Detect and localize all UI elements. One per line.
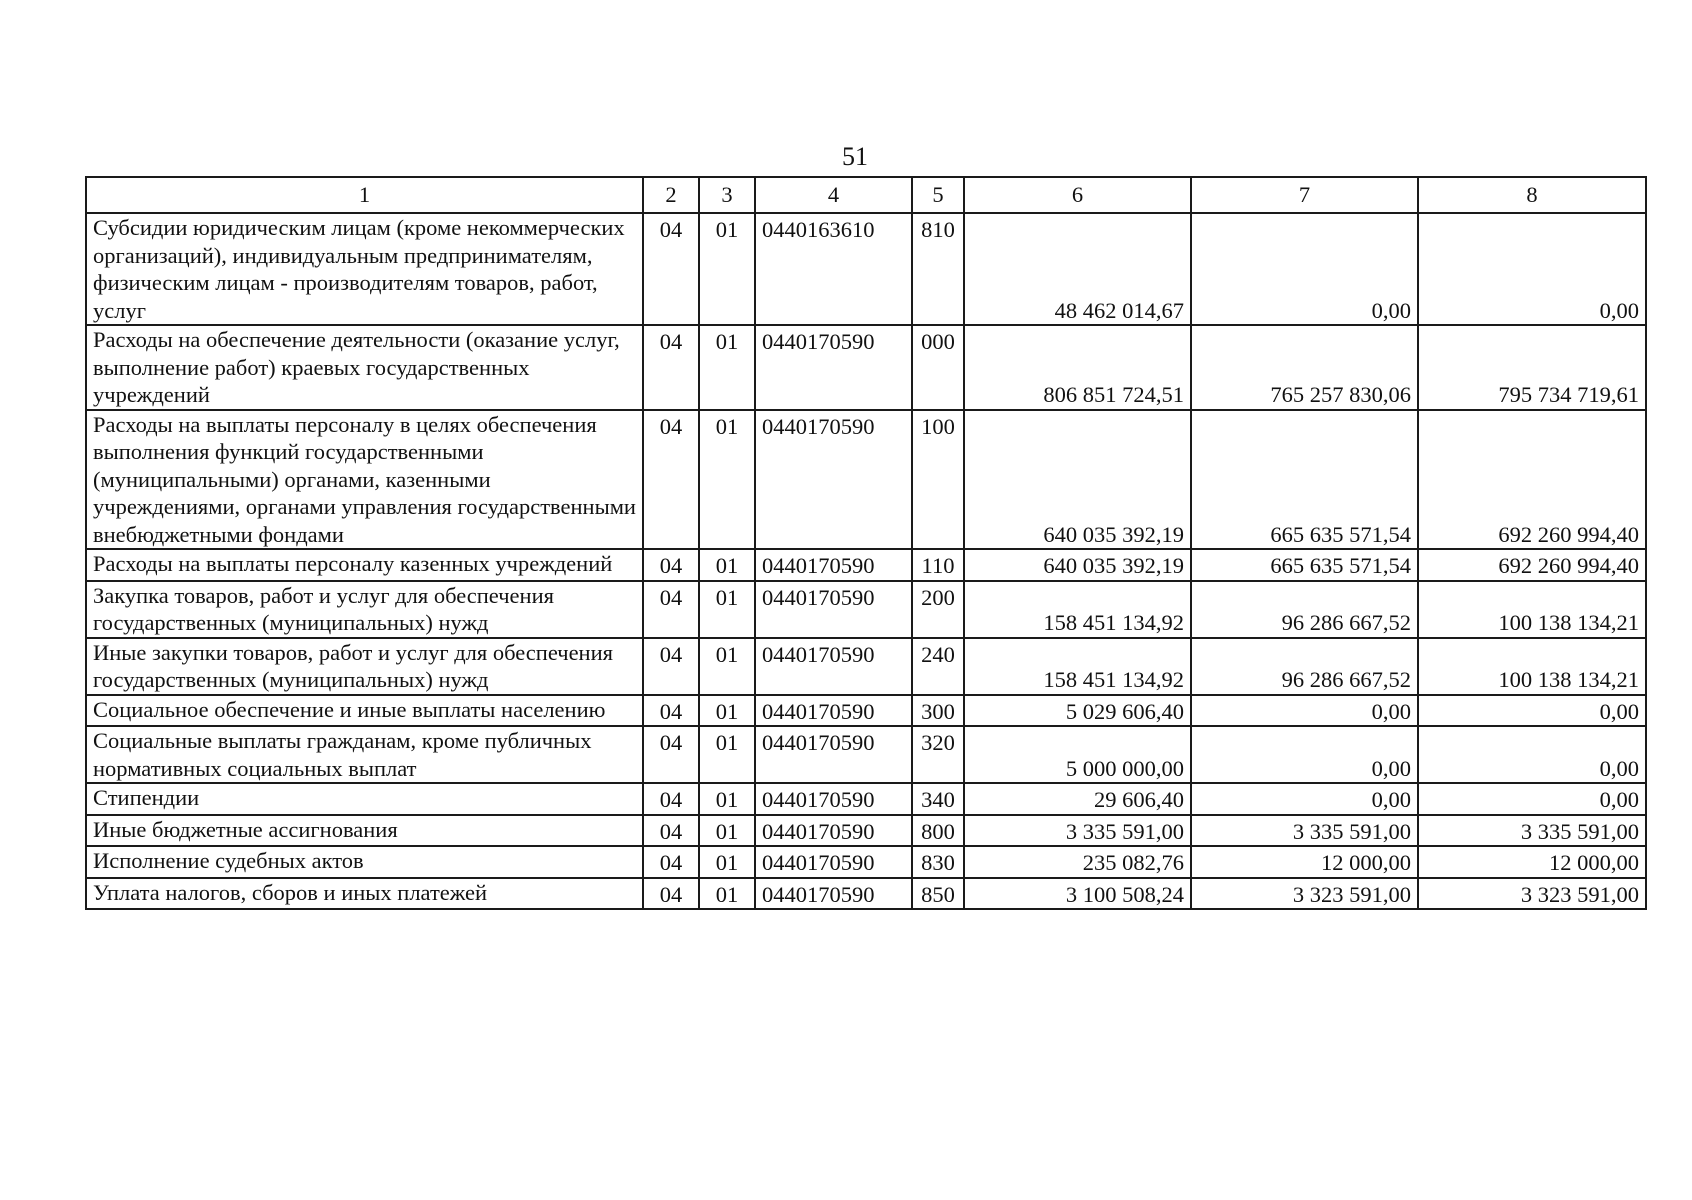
expense-name: Иные бюджетные ассигнования [86, 815, 643, 847]
amount-col-6: 640 035 392,19 [964, 410, 1191, 550]
subsection-code: 01 [699, 846, 755, 878]
expense-type-code: 800 [912, 815, 964, 847]
target-article-code: 0440170590 [755, 549, 912, 581]
section-code: 04 [643, 213, 699, 325]
column-header-8: 8 [1418, 177, 1646, 213]
section-code: 04 [643, 726, 699, 783]
subsection-code: 01 [699, 549, 755, 581]
section-code: 04 [643, 581, 699, 638]
column-header-5: 5 [912, 177, 964, 213]
amount-col-7: 765 257 830,06 [1191, 325, 1418, 410]
target-article-code: 0440170590 [755, 726, 912, 783]
amount-col-7: 0,00 [1191, 695, 1418, 727]
section-code: 04 [643, 846, 699, 878]
amount-col-7: 0,00 [1191, 213, 1418, 325]
target-article-code: 0440170590 [755, 846, 912, 878]
target-article-code: 0440170590 [755, 878, 912, 910]
expense-type-code: 810 [912, 213, 964, 325]
amount-col-7: 665 635 571,54 [1191, 549, 1418, 581]
expense-type-code: 110 [912, 549, 964, 581]
amount-col-8: 3 323 591,00 [1418, 878, 1646, 910]
section-code: 04 [643, 878, 699, 910]
table-row [86, 726, 1646, 783]
amount-col-6: 29 606,40 [964, 783, 1191, 815]
amount-col-7: 96 286 667,52 [1191, 581, 1418, 638]
amount-col-8: 0,00 [1418, 726, 1646, 783]
table-row [86, 549, 1646, 581]
table-row [86, 410, 1646, 550]
amount-col-8: 100 138 134,21 [1418, 581, 1646, 638]
subsection-code: 01 [699, 783, 755, 815]
amount-col-7: 0,00 [1191, 783, 1418, 815]
section-code: 04 [643, 695, 699, 727]
amount-col-6: 158 451 134,92 [964, 581, 1191, 638]
expense-type-code: 340 [912, 783, 964, 815]
target-article-code: 0440170590 [755, 325, 912, 410]
amount-col-6: 806 851 724,51 [964, 325, 1191, 410]
expense-name: Уплата налогов, сборов и иных платежей [86, 878, 643, 910]
amount-col-6: 5 000 000,00 [964, 726, 1191, 783]
table-row [86, 581, 1646, 638]
column-header-7: 7 [1191, 177, 1418, 213]
expense-type-code: 200 [912, 581, 964, 638]
expense-type-code: 850 [912, 878, 964, 910]
amount-col-7: 0,00 [1191, 726, 1418, 783]
expense-type-code: 300 [912, 695, 964, 727]
amount-col-8: 12 000,00 [1418, 846, 1646, 878]
expense-name: Расходы на выплаты персоналу казенных учреждений [86, 549, 643, 581]
target-article-code: 0440170590 [755, 815, 912, 847]
target-article-code: 0440163610 [755, 213, 912, 325]
table-row [86, 815, 1646, 847]
table-row [86, 213, 1646, 325]
expense-type-code: 240 [912, 638, 964, 695]
target-article-code: 0440170590 [755, 410, 912, 550]
section-code: 04 [643, 638, 699, 695]
column-header-3: 3 [699, 177, 755, 213]
amount-col-6: 640 035 392,19 [964, 549, 1191, 581]
amount-col-7: 12 000,00 [1191, 846, 1418, 878]
page-number: 51 [842, 142, 868, 171]
target-article-code: 0440170590 [755, 638, 912, 695]
table-row [86, 783, 1646, 815]
expense-name: Расходы на выплаты персоналу в целях обеспечения выполнения функций государственными (муниципальными) органами, казенными учреждениями, органами управления государственными внебюджетными фондами [86, 410, 643, 550]
subsection-code: 01 [699, 638, 755, 695]
amount-col-8: 100 138 134,21 [1418, 638, 1646, 695]
subsection-code: 01 [699, 878, 755, 910]
amount-col-8: 0,00 [1418, 695, 1646, 727]
column-header-6: 6 [964, 177, 1191, 213]
amount-col-6: 48 462 014,67 [964, 213, 1191, 325]
amount-col-7: 3 335 591,00 [1191, 815, 1418, 847]
amount-col-6: 3 335 591,00 [964, 815, 1191, 847]
subsection-code: 01 [699, 213, 755, 325]
expense-name: Стипендии [86, 783, 643, 815]
expense-name: Расходы на обеспечение деятельности (оказание услуг, выполнение работ) краевых государственных учреждений [86, 325, 643, 410]
amount-col-6: 158 451 134,92 [964, 638, 1191, 695]
expense-name: Социальные выплаты гражданам, кроме публичных нормативных социальных выплат [86, 726, 643, 783]
amount-col-8: 795 734 719,61 [1418, 325, 1646, 410]
expense-name: Социальное обеспечение и иные выплаты населению [86, 695, 643, 727]
target-article-code: 0440170590 [755, 695, 912, 727]
target-article-code: 0440170590 [755, 783, 912, 815]
table-row [86, 325, 1646, 410]
amount-col-6: 3 100 508,24 [964, 878, 1191, 910]
subsection-code: 01 [699, 695, 755, 727]
table-row [86, 846, 1646, 878]
expense-name: Закупка товаров, работ и услуг для обеспечения государственных (муниципальных) нужд [86, 581, 643, 638]
amount-col-8: 692 260 994,40 [1418, 549, 1646, 581]
subsection-code: 01 [699, 581, 755, 638]
amount-col-7: 96 286 667,52 [1191, 638, 1418, 695]
section-code: 04 [643, 815, 699, 847]
column-header-1: 1 [86, 177, 643, 213]
expense-type-code: 100 [912, 410, 964, 550]
amount-col-6: 235 082,76 [964, 846, 1191, 878]
amount-col-8: 0,00 [1418, 783, 1646, 815]
amount-col-7: 3 323 591,00 [1191, 878, 1418, 910]
expense-type-code: 320 [912, 726, 964, 783]
section-code: 04 [643, 410, 699, 550]
expense-name: Иные закупки товаров, работ и услуг для обеспечения государственных (муниципальных) нужд [86, 638, 643, 695]
subsection-code: 01 [699, 815, 755, 847]
section-code: 04 [643, 325, 699, 410]
column-header-4: 4 [755, 177, 912, 213]
subsection-code: 01 [699, 410, 755, 550]
section-code: 04 [643, 549, 699, 581]
column-header-2: 2 [643, 177, 699, 213]
subsection-code: 01 [699, 325, 755, 410]
table-row [86, 638, 1646, 695]
target-article-code: 0440170590 [755, 581, 912, 638]
expense-type-code: 830 [912, 846, 964, 878]
amount-col-8: 3 335 591,00 [1418, 815, 1646, 847]
table-header-row [86, 177, 1646, 213]
subsection-code: 01 [699, 726, 755, 783]
table-row [86, 695, 1646, 727]
expense-name: Субсидии юридическим лицам (кроме некоммерческих организаций), индивидуальным предпринимателям, физическим лицам - производителям товаров, работ, услуг [86, 213, 643, 325]
section-code: 04 [643, 783, 699, 815]
budget-table [85, 176, 1647, 910]
amount-col-6: 5 029 606,40 [964, 695, 1191, 727]
amount-col-7: 665 635 571,54 [1191, 410, 1418, 550]
expense-name: Исполнение судебных актов [86, 846, 643, 878]
amount-col-8: 692 260 994,40 [1418, 410, 1646, 550]
table-row [86, 878, 1646, 910]
expense-type-code: 000 [912, 325, 964, 410]
amount-col-8: 0,00 [1418, 213, 1646, 325]
